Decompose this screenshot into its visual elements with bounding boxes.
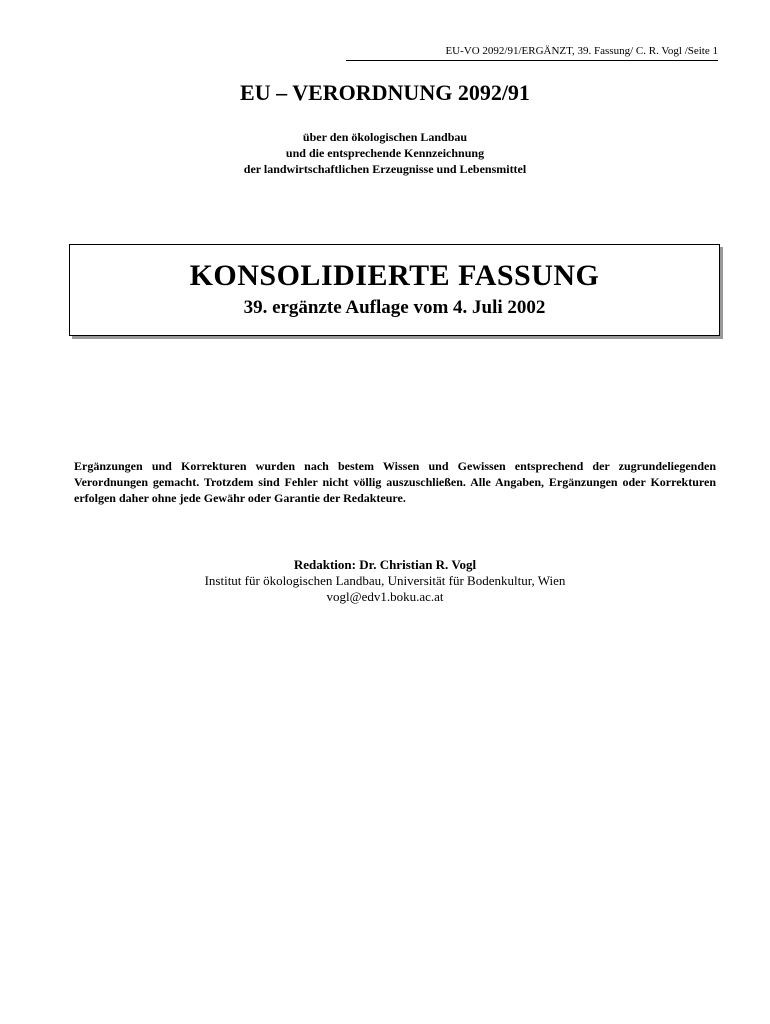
edition-heading: KONSOLIDIERTE FASSUNG <box>189 259 600 292</box>
subtitle-line: über den ökologischen Landbau <box>302 130 468 144</box>
edition-box <box>69 244 720 336</box>
edition-date: 39. ergänzte Auflage vom 4. Juli 2002 <box>243 297 546 318</box>
document-subtitle <box>0 129 770 177</box>
subtitle-line: und die entsprechende Kennzeichnung <box>285 146 485 160</box>
editor-institute: Institut für ökologischen Landbau, Universität für Bodenkultur, Wien <box>204 573 566 588</box>
editor-name: Redaktion: Dr. Christian R. Vogl <box>293 557 477 572</box>
editor-email: vogl@edv1.boku.ac.at <box>326 589 444 604</box>
subtitle-line: der landwirtschaftlichen Erzeugnisse und Lebensmittel <box>243 162 527 176</box>
editor-block <box>0 557 770 605</box>
document-title: EU – VERORDNUNG 2092/91 <box>240 80 530 105</box>
running-header: EU-VO 2092/91/ERGÄNZT, 39. Fassung/ C. R. Vogl /Seite 1 <box>346 44 718 61</box>
disclaimer-paragraph: Ergänzungen und Korrekturen wurden nach bestem Wissen und Gewissen entsprechend der zugrundeliegenden Verordnungen gemacht. Trotzdem sind Fehler nicht völlig auszuschließen. Alle Angaben, Ergänzungen oder Korrekturen erfolgen daher ohne jede Gewähr oder Garantie der Redakteure. <box>74 459 716 505</box>
